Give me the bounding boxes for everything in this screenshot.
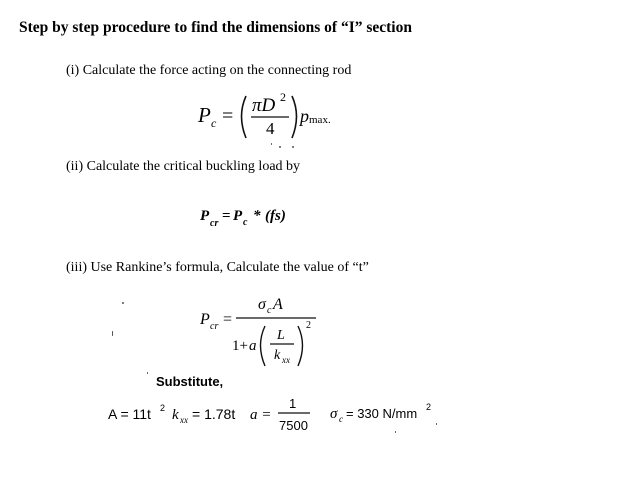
f3-right-paren — [298, 326, 303, 366]
f2-lhs: P — [200, 208, 210, 224]
f2-lhs-sub: cr — [210, 218, 219, 229]
f3-num-sub: c — [267, 305, 272, 316]
substitute-label: Substitute, — [156, 374, 224, 389]
sub-a-num: 1 — [289, 396, 297, 411]
f3-num: σ — [258, 296, 266, 313]
f3-left-paren — [261, 326, 266, 366]
sub-a-sup: 2 — [160, 403, 166, 413]
f1-lhs-sub: c — [211, 116, 217, 130]
f2-factor: (fs) — [265, 208, 286, 224]
f3-power: 2 — [306, 320, 311, 331]
f1-left-paren — [242, 96, 247, 138]
f1-eq: = — [222, 105, 234, 127]
formula-force-svg — [196, 82, 356, 144]
step-2-text: (ii) Calculate the critical buckling load by — [66, 159, 301, 174]
f3-num-tail: A — [273, 296, 283, 313]
scan-speck — [112, 331, 113, 336]
sub-k-val: = 1.78t — [192, 406, 236, 422]
formula-critical-svg — [200, 203, 310, 229]
sub-sigma-sup: 2 — [426, 402, 432, 412]
scan-speck — [122, 302, 124, 304]
f3-lhs-sub: cr — [210, 321, 219, 332]
f2-rhs: P — [233, 208, 243, 224]
f1-right-paren — [292, 96, 297, 138]
scan-speck — [436, 423, 437, 425]
sub-sigma-val: = 330 N/mm — [346, 406, 418, 421]
scan-speck — [395, 431, 396, 433]
f3-frac-bot-sub: xx — [282, 355, 290, 365]
f1-p-sub: max. — [309, 114, 331, 126]
sub-a-lhs: a = — [250, 407, 272, 423]
f3-lhs: P — [200, 311, 210, 328]
sub-k-sym: k — [172, 407, 179, 423]
f3-den-one: 1+ — [232, 338, 248, 354]
scan-speck — [147, 372, 148, 374]
f3-frac-bot: k — [274, 348, 281, 363]
substitute-svg — [108, 372, 463, 442]
f2-rhs-sub: c — [243, 217, 248, 228]
sub-a-expr: A = 11t — [108, 406, 151, 422]
step-1-text: (i) Calculate the force acting on the connecting rod — [66, 63, 352, 78]
page-title: Step by step procedure to find the dimensions of “I” section — [19, 19, 412, 36]
formula-force-on-rod — [196, 82, 356, 144]
sub-sigma-sym: σ — [330, 406, 338, 422]
substitute-block — [108, 372, 463, 442]
f3-frac-top: L — [277, 328, 285, 343]
f2-op: * — [253, 208, 261, 224]
scan-speck — [271, 143, 272, 145]
sub-sigma-sub: c — [339, 414, 343, 424]
f2-eq: = — [222, 208, 231, 224]
f1-num: πD — [252, 95, 276, 116]
f1-lhs: P — [198, 103, 211, 127]
scan-speck — [279, 146, 281, 148]
f3-eq: = — [223, 311, 233, 328]
f1-p: p — [300, 106, 309, 126]
f3-den-a: a — [249, 338, 257, 354]
formula-rankine — [196, 290, 326, 368]
f1-den: 4 — [266, 119, 275, 138]
formula-critical-load — [200, 203, 310, 229]
scan-speck — [292, 146, 294, 148]
sub-k-sub: xx — [180, 415, 188, 425]
f1-num-sup: 2 — [280, 90, 286, 104]
step-3-text: (iii) Use Rankine’s formula, Calculate the value of “t” — [66, 260, 369, 275]
formula-rankine-svg — [196, 290, 326, 368]
sub-a-den: 7500 — [279, 418, 308, 433]
